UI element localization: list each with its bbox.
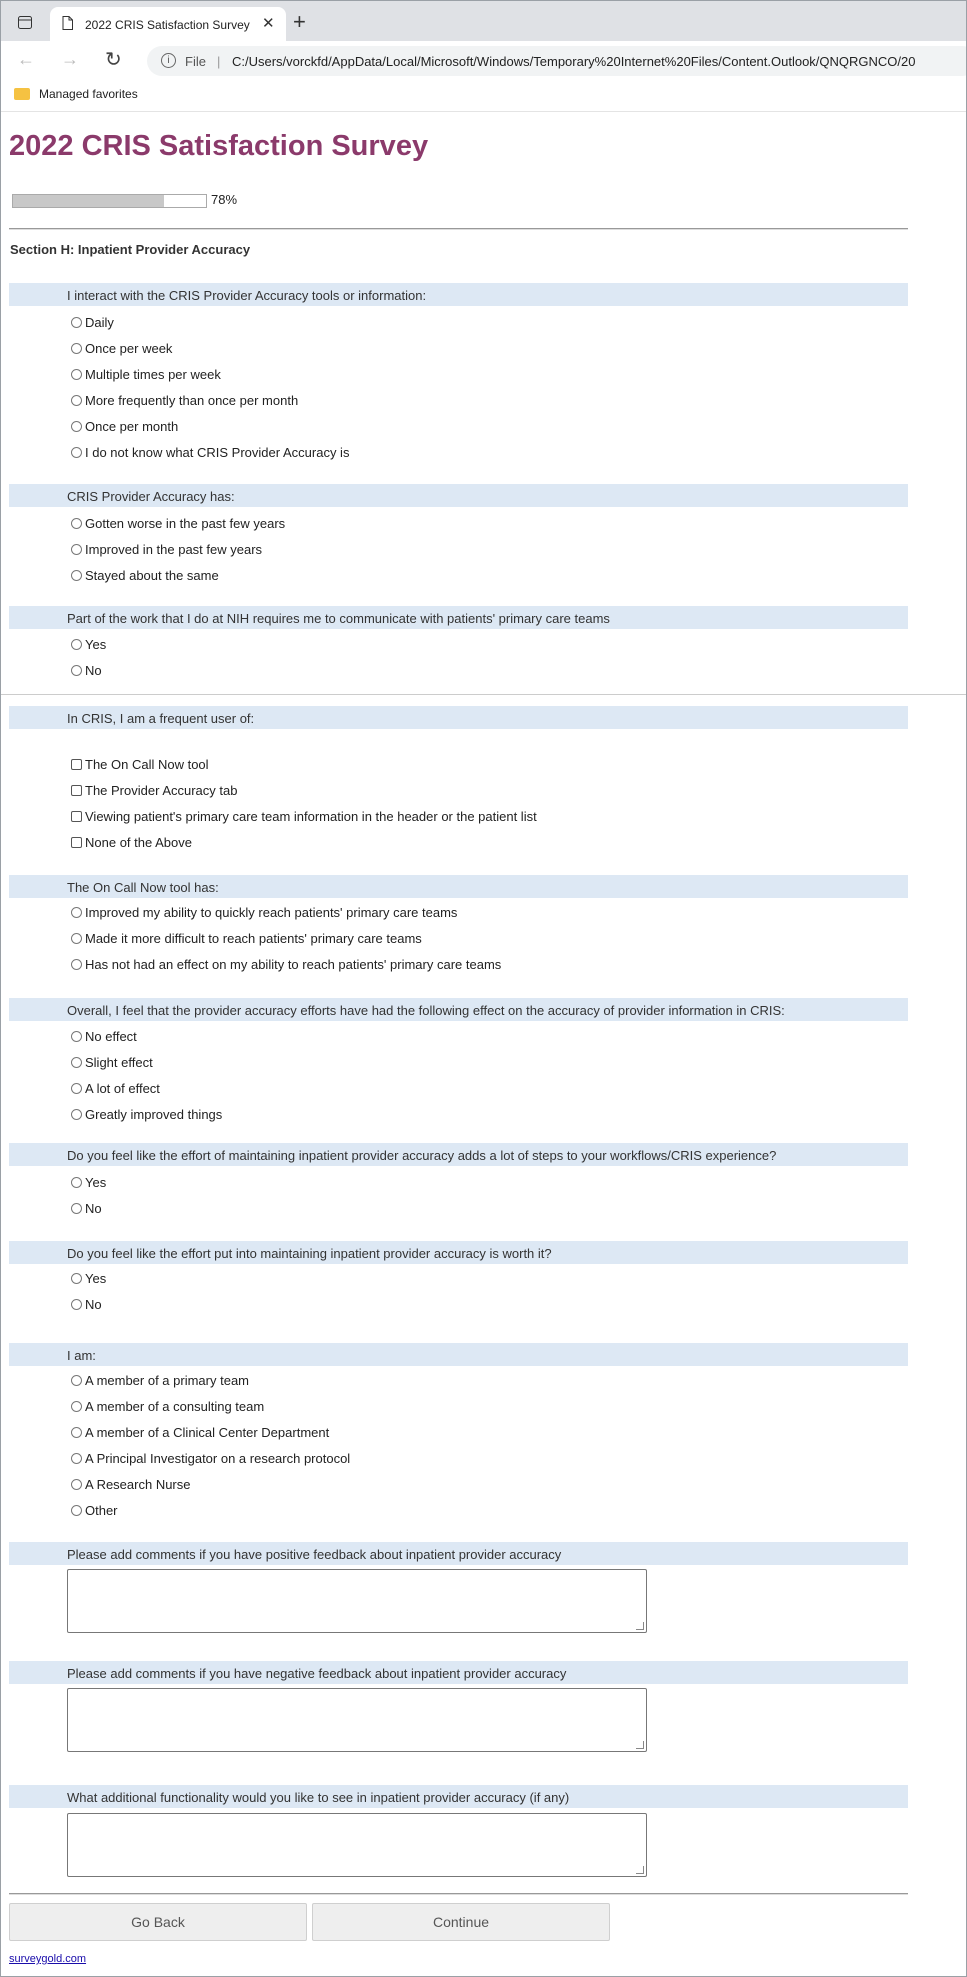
option-label[interactable]: No effect — [85, 1028, 137, 1044]
option-label[interactable]: A Principal Investigator on a research protocol — [85, 1450, 351, 1466]
radio-button[interactable] — [71, 447, 82, 458]
question-header — [9, 998, 908, 1021]
option-label[interactable]: Stayed about the same — [85, 567, 219, 583]
option-label[interactable]: Once per week — [85, 340, 173, 356]
folder-icon — [14, 88, 30, 100]
option-label[interactable]: A member of a primary team — [85, 1372, 249, 1388]
radio-option[interactable] — [71, 634, 106, 654]
comment-header — [9, 1785, 908, 1808]
radio-option[interactable] — [71, 1448, 350, 1468]
question-header — [9, 706, 908, 729]
radio-button[interactable] — [71, 639, 82, 650]
radio-button[interactable] — [71, 1057, 82, 1068]
question-label: Do you feel like the effort put into maintaining inpatient provider accuracy is worth it? — [67, 1246, 552, 1261]
option-label[interactable]: Yes — [85, 1270, 107, 1286]
radio-option[interactable] — [71, 1370, 249, 1390]
radio-option[interactable] — [71, 513, 285, 533]
question-label: I interact with the CRIS Provider Accuracy tools or information: — [67, 288, 427, 303]
resize-grip-icon[interactable] — [636, 1866, 644, 1874]
radio-button[interactable] — [71, 933, 82, 944]
checkbox[interactable] — [71, 785, 82, 796]
radio-option[interactable] — [71, 1052, 153, 1072]
option-label[interactable]: Greatly improved things — [85, 1106, 223, 1122]
separator: | — [217, 54, 221, 69]
option-label[interactable]: Improved my ability to quickly reach patients' primary care teams — [85, 904, 458, 920]
option-label[interactable]: Made it more difficult to reach patients' primary care teams — [85, 930, 422, 946]
checkbox-option[interactable] — [71, 780, 237, 800]
checkbox[interactable] — [71, 837, 82, 848]
radio-button[interactable] — [71, 1109, 82, 1120]
option-label[interactable]: Gotten worse in the past few years — [85, 515, 286, 531]
radio-button[interactable] — [71, 959, 82, 970]
option-label[interactable]: Yes — [85, 1174, 107, 1190]
question-label: In CRIS, I am a frequent user of: — [67, 711, 255, 726]
option-label[interactable]: The On Call Now tool — [85, 756, 209, 772]
radio-button[interactable] — [71, 1401, 82, 1412]
radio-button[interactable] — [71, 317, 82, 328]
favorites-bar — [1, 81, 966, 112]
question-label: I am: — [67, 1348, 96, 1363]
resize-grip-icon[interactable] — [636, 1622, 644, 1630]
checkbox-option[interactable] — [71, 832, 192, 852]
radio-button[interactable] — [71, 1505, 82, 1516]
option-label[interactable]: The Provider Accuracy tab — [85, 782, 238, 798]
radio-option[interactable] — [71, 1104, 222, 1124]
radio-button[interactable] — [71, 907, 82, 918]
managed-favorites-link[interactable]: Managed favorites — [39, 87, 138, 101]
checkbox-option[interactable] — [71, 806, 537, 826]
question-label: Part of the work that I do at NIH requires me to communicate with patients' primary care teams — [67, 611, 610, 626]
comment-header — [9, 1661, 908, 1684]
progress-fill — [13, 195, 164, 207]
section-title: Section H: Inpatient Provider Accuracy — [10, 242, 251, 257]
option-label[interactable]: Daily — [85, 314, 114, 330]
radio-button[interactable] — [71, 369, 82, 380]
option-label[interactable]: Other — [85, 1502, 118, 1518]
option-label[interactable]: Viewing patient's primary care team information in the header or the patient list — [85, 808, 537, 824]
back-arrow-icon[interactable]: ← — [17, 49, 35, 69]
comment-textarea[interactable] — [67, 1813, 647, 1877]
checkbox[interactable] — [71, 759, 82, 770]
question-label: CRIS Provider Accuracy has: — [67, 489, 235, 504]
radio-option[interactable] — [71, 1172, 106, 1192]
document-icon — [62, 16, 73, 33]
radio-option[interactable] — [71, 416, 178, 436]
radio-button[interactable] — [71, 1375, 82, 1386]
radio-option[interactable] — [71, 660, 102, 680]
radio-button[interactable] — [71, 665, 82, 676]
forward-arrow-icon[interactable]: → — [61, 49, 79, 69]
radio-button[interactable] — [71, 570, 82, 581]
browser-tab-bar — [1, 1, 966, 41]
option-label[interactable]: None of the Above — [85, 834, 192, 850]
question-header — [9, 606, 908, 629]
continue-button[interactable]: Continue — [312, 1903, 610, 1941]
question-header — [9, 1343, 908, 1366]
comment-label: What additional functionality would you like to see in inpatient provider accuracy (if any) — [67, 1790, 570, 1805]
resize-grip-icon[interactable] — [636, 1741, 644, 1749]
radio-option[interactable] — [71, 364, 221, 384]
question-header — [9, 484, 908, 507]
browser-tab[interactable] — [50, 7, 286, 42]
radio-button[interactable] — [71, 1479, 82, 1490]
radio-option[interactable] — [71, 1396, 264, 1416]
radio-button[interactable] — [71, 544, 82, 555]
address-bar — [1, 41, 966, 82]
url-text[interactable]: C:/Users/vorckfd/AppData/Local/Microsoft/Windows/Temporary%20Internet%20Files/Content.Outlook/QNQRGNCO/20 — [232, 54, 916, 69]
radio-option[interactable] — [71, 928, 422, 948]
progress-percent: 78% — [211, 192, 238, 207]
checkbox-option[interactable] — [71, 754, 209, 774]
new-tab-icon[interactable]: + — [293, 9, 306, 34]
option-label[interactable]: Improved in the past few years — [85, 541, 263, 557]
surveygold-link[interactable]: surveygold.com — [9, 1953, 87, 1965]
option-label[interactable]: No — [85, 1200, 102, 1216]
option-label[interactable]: A Research Nurse — [85, 1476, 191, 1492]
page-break-line — [0, 694, 967, 695]
option-label[interactable]: Once per month — [85, 418, 179, 434]
reload-icon[interactable]: ↻ — [105, 49, 122, 71]
radio-button[interactable] — [71, 1453, 82, 1464]
progress-bar — [12, 194, 207, 208]
divider — [9, 228, 908, 230]
radio-option[interactable] — [71, 1474, 191, 1494]
radio-button[interactable] — [71, 395, 82, 406]
comment-label: Please add comments if you have negative feedback about inpatient provider accuracy — [67, 1666, 567, 1681]
info-icon[interactable]: i — [161, 53, 176, 68]
divider — [9, 1893, 908, 1895]
radio-option[interactable] — [71, 539, 262, 559]
question-header — [9, 1241, 908, 1264]
radio-option[interactable] — [71, 1198, 102, 1218]
radio-option[interactable] — [71, 338, 172, 358]
comment-label: Please add comments if you have positive feedback about inpatient provider accuracy — [67, 1547, 562, 1562]
radio-option[interactable] — [71, 1026, 137, 1046]
radio-button[interactable] — [71, 1273, 82, 1284]
option-label[interactable]: No — [85, 662, 102, 678]
radio-button[interactable] — [71, 1299, 82, 1310]
question-header — [9, 1143, 908, 1166]
option-label[interactable]: A lot of effect — [85, 1080, 160, 1096]
option-label[interactable]: A member of a consulting team — [85, 1398, 265, 1414]
radio-option[interactable] — [71, 1078, 160, 1098]
radio-option[interactable] — [71, 390, 298, 410]
option-label[interactable]: A member of a Clinical Center Department — [85, 1424, 330, 1440]
radio-button[interactable] — [71, 518, 82, 529]
radio-button[interactable] — [71, 421, 82, 432]
page-title: 2022 CRIS Satisfaction Survey — [9, 130, 429, 162]
radio-option[interactable] — [71, 1268, 106, 1288]
question-label: Overall, I feel that the provider accuracy efforts have had the following effect on the accuracy of provider information in CRIS: — [67, 1003, 785, 1018]
radio-button[interactable] — [71, 343, 82, 354]
url-input[interactable] — [147, 46, 967, 76]
option-label[interactable]: Multiple times per week — [85, 366, 221, 382]
option-label[interactable]: Has not had an effect on my ability to reach patients' primary care teams — [85, 956, 502, 972]
question-label: The On Call Now tool has: — [67, 880, 219, 895]
tab-actions-icon[interactable] — [11, 9, 39, 35]
radio-button[interactable] — [71, 1427, 82, 1438]
radio-option[interactable] — [71, 442, 349, 462]
comment-textarea[interactable] — [67, 1569, 647, 1633]
checkbox[interactable] — [71, 811, 82, 822]
radio-option[interactable] — [71, 312, 114, 332]
question-header — [9, 875, 908, 898]
comment-header — [9, 1542, 908, 1565]
radio-button[interactable] — [71, 1177, 82, 1188]
tab-title: 2022 CRIS Satisfaction Survey — [85, 18, 250, 32]
option-label[interactable]: More frequently than once per month — [85, 392, 299, 408]
radio-option[interactable] — [71, 1500, 118, 1520]
radio-button[interactable] — [71, 1203, 82, 1214]
radio-option[interactable] — [71, 565, 219, 585]
radio-button[interactable] — [71, 1083, 82, 1094]
question-label: Do you feel like the effort of maintaining inpatient provider accuracy adds a lot of steps to your workflows/CRIS experience? — [67, 1148, 777, 1163]
radio-option[interactable] — [71, 1294, 102, 1314]
radio-button[interactable] — [71, 1031, 82, 1042]
radio-option[interactable] — [71, 954, 501, 974]
question-header — [9, 283, 908, 306]
option-label[interactable]: Yes — [85, 636, 107, 652]
option-label[interactable]: I do not know what CRIS Provider Accuracy is — [85, 444, 350, 460]
option-label[interactable]: No — [85, 1296, 102, 1312]
option-label[interactable]: Slight effect — [85, 1054, 153, 1070]
go-back-button[interactable]: Go Back — [9, 1903, 307, 1941]
file-scheme-label: File — [185, 54, 206, 69]
close-tab-icon[interactable]: ✕ — [262, 15, 275, 32]
comment-textarea[interactable] — [67, 1688, 647, 1752]
radio-option[interactable] — [71, 902, 457, 922]
radio-option[interactable] — [71, 1422, 329, 1442]
